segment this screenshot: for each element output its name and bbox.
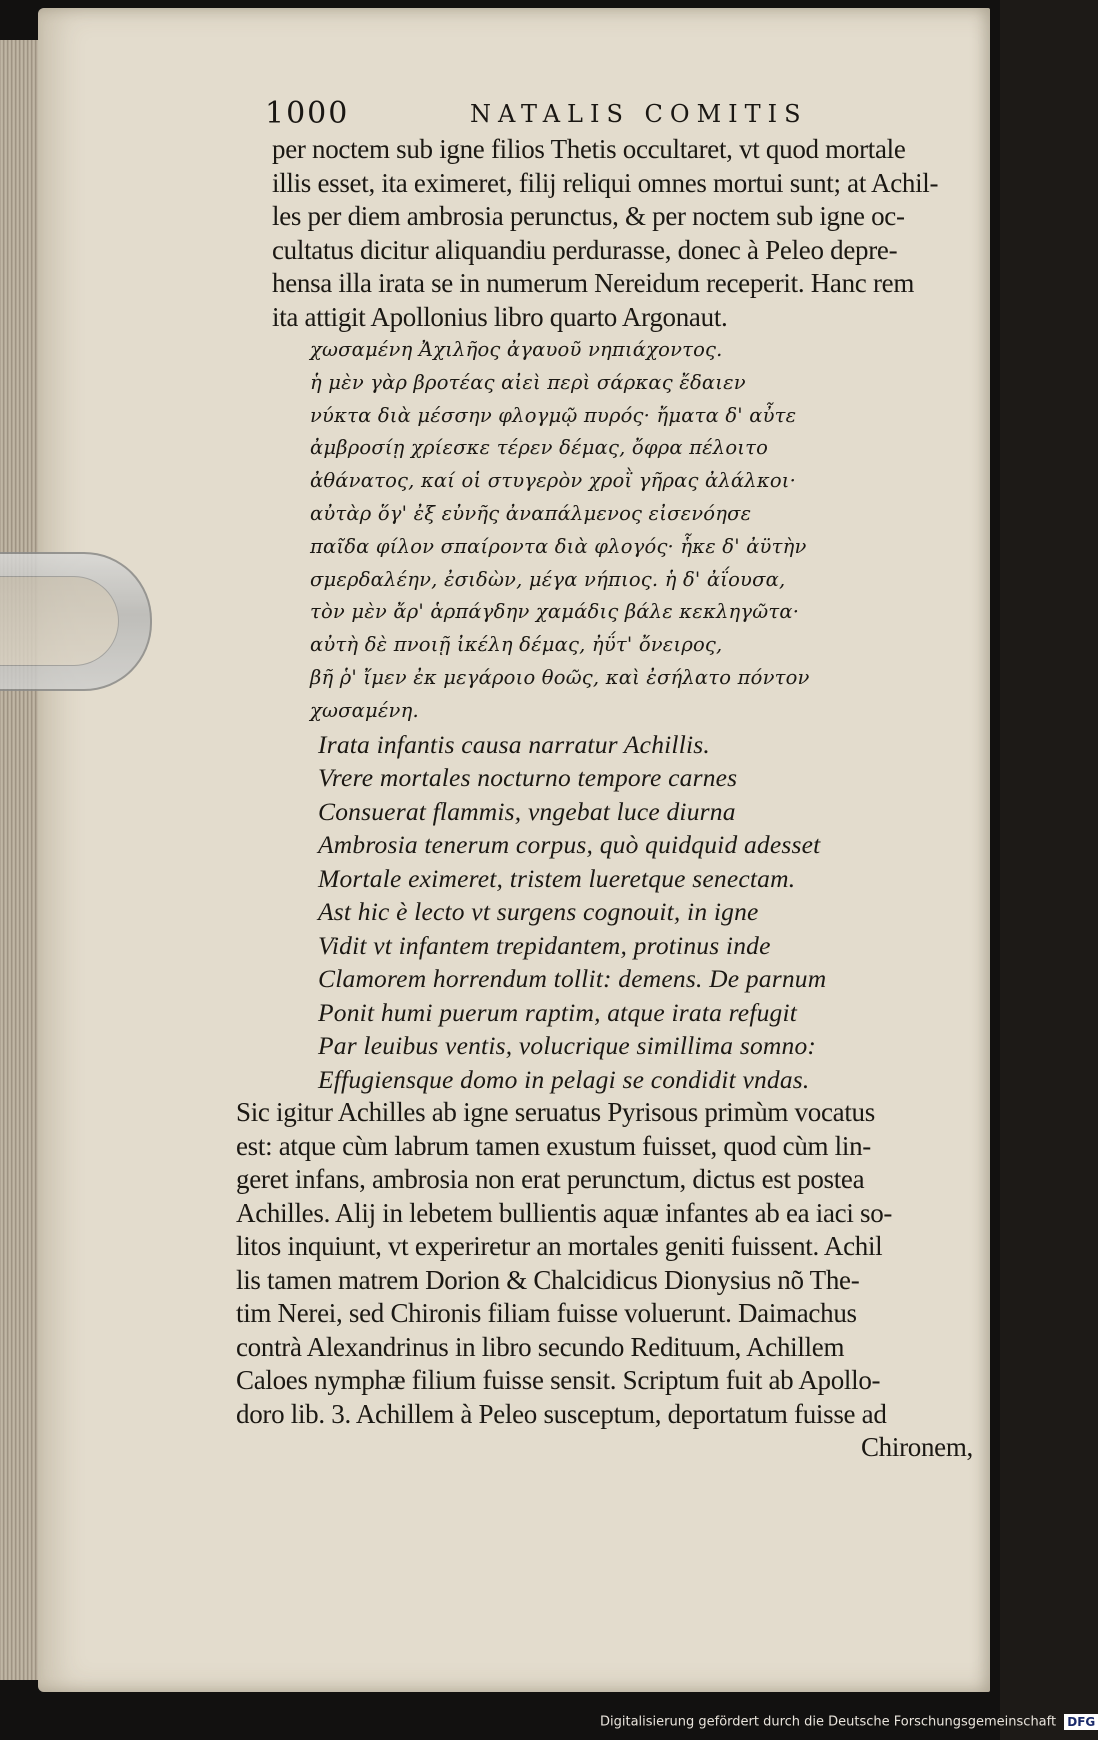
running-head: NATALIS COMITIS — [470, 100, 808, 128]
text-line: doro lib. 3. Achillem à Peleo susceptum, deportatum fuisse ad — [236, 1398, 887, 1429]
latin-verse-line: Clamorem horrendum tollit: demens. De parnum — [318, 964, 827, 994]
text-line: litos inquiunt, vt experiretur an mortales geniti fuissent. Achil — [236, 1231, 883, 1262]
latin-verse-line: Effugiensque domo in pelagi se condidit vndas. — [318, 1064, 810, 1094]
latin-verse-line: Ponit humi puerum raptim, atque irata refugit — [318, 997, 798, 1027]
latin-verse-line: Ambrosia tenerum corpus, quò quidquid adesset — [318, 830, 821, 860]
text-line: les per diem ambrosia perunctus, & per noctem sub igne oc- — [272, 201, 905, 231]
book-clip — [0, 552, 152, 691]
greek-verse-quotation — [272, 334, 977, 728]
greek-verse-line: ἀμβροσίῃ χρίεσκε τέρεν δέμας, ὄφρα πέλοιτο — [310, 436, 769, 460]
greek-verse-line: νύκτα διὰ μέσσην φλογμῷ πυρός· ἤματα δ' αὖτε — [310, 403, 797, 427]
text-line: lis tamen matrem Dorion & Chalcidicus Dionysius nõ The- — [236, 1264, 860, 1295]
text-line: cultatus dicitur aliquandiu perdurasse, donec à Peleo depre- — [272, 234, 898, 265]
folio-number: 1000 — [265, 96, 350, 131]
text-line: per noctem sub igne filios Thetis occultaret, vt quod mortale — [272, 134, 906, 164]
greek-verse-line: παῖδα φίλον σπαίροντα διὰ φλογός· ἧκε δ' ἀϋτὴν — [310, 534, 807, 558]
credit-text: Digitalisierung gefördert durch die Deutsche Forschungsgemeinschaft — [600, 1714, 1057, 1730]
text-line: ita attigit Apollonius libro quarto Argonaut. — [272, 301, 728, 332]
latin-verse-line: Vrere mortales nocturno tempore carnes — [318, 763, 738, 793]
text-block — [236, 133, 977, 1465]
latin-verse-line: Mortale eximeret, tristem lueretque senectam. — [318, 863, 796, 893]
greek-verse-line: χωσαμένη Ἀχιλῆος ἀγαυοῦ νηπιάχοντος. — [310, 338, 723, 361]
prose-paragraph-2 — [236, 1096, 977, 1465]
greek-verse-line: σμερδαλέην, ἐσιδὼν, μέγα νήπιος. ἡ δ' ἀΐουσα, — [310, 567, 786, 591]
greek-verse-line: αὐτὴ δὲ πνοιῇ ἰκέλη δέμας, ἠΰτ' ὄνειρος, — [310, 633, 723, 657]
text-line: geret infans, ambrosia non erat perunctum, dictus est postea — [236, 1164, 865, 1195]
catchword: Chironem, — [860, 1432, 973, 1463]
text-line: Achilles. Alij in lebetem bullientis aquæ infantes ab ea iaci so- — [236, 1197, 893, 1228]
text-line: hensa illa irata se in numerum Nereidum receperit. Hanc rem — [272, 268, 915, 298]
prose-paragraph-1 — [272, 133, 977, 334]
digitization-credit — [600, 1714, 1096, 1736]
latin-verse-line: Irata infantis causa narratur Achillis. — [318, 729, 710, 759]
latin-verse-line: Consuerat flammis, vngebat luce diurna — [318, 796, 736, 826]
greek-verse-line: αὐτὰρ ὅγ' ἐξ εὐνῆς ἀναπάλμενος εἰσενόησε — [310, 501, 752, 525]
page-header — [265, 96, 855, 136]
text-line: tim Nerei, sed Chironis filiam fuisse voluerunt. Daimachus — [236, 1298, 857, 1329]
latin-verse-line: Ast hic è lecto vt surgens cognouit, in igne — [318, 897, 759, 927]
latin-verse-translation — [272, 728, 977, 1097]
text-line: contrà Alexandrinus in libro secundo Redituum, Achillem — [236, 1331, 845, 1362]
text-line: Caloes nymphæ filium fuisse sensit. Scriptum fuit ab Apollo- — [236, 1365, 881, 1396]
greek-verse-line: ἀθάνατος, καί οἱ στυγερὸν χροῒ γῆρας ἀλάλκοι· — [310, 469, 797, 493]
text-line: est: atque cùm labrum tamen exustum fuisset, quod cùm lin- — [236, 1130, 871, 1161]
text-line: illis esset, ita eximeret, filij reliqui omnes mortui sunt; at Achil- — [272, 167, 939, 198]
greek-verse-line: βῆ ῥ' ἴμεν ἐκ μεγάροιο θοῶς, καὶ ἐσήλατο πόντον — [310, 665, 810, 689]
text-line: Sic igitur Achilles ab igne seruatus Pyrisous primùm vocatus — [236, 1097, 875, 1128]
dfg-logo: DFG — [1064, 1714, 1098, 1730]
latin-verse-line: Vidit vt infantem trepidantem, protinus inde — [318, 930, 771, 960]
latin-verse-line: Par leuibus ventis, volucrique simillima somno: — [318, 1031, 817, 1061]
greek-verse-line: τὸν μὲν ἄρ' ἁρπάγδην χαμάδις βάλε κεκληγῶτα· — [310, 600, 800, 624]
greek-verse-line: χωσαμένη. — [310, 698, 419, 722]
greek-verse-line: ἡ μὲν γὰρ βροτέας αἰεὶ περὶ σάρκας ἔδαιεν — [310, 370, 746, 394]
